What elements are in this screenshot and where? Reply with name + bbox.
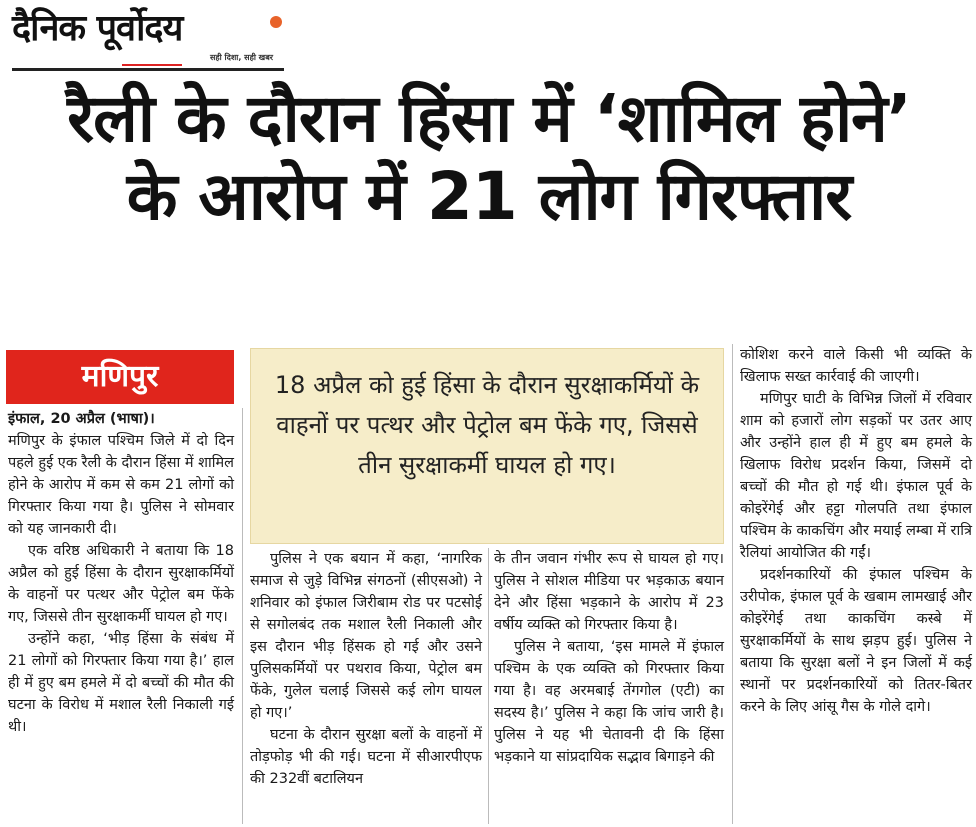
article-column-3 — [494, 548, 724, 768]
paragraph: एक वरिष्ठ अधिकारी ने बताया कि 18 अप्रैल को हुई हिंसा के दौरान सुरक्षाकर्मियों के वाहनों पर पत्थर और पेट्रोल बम फेंके गए, जिससे तीन सुरक्षाकर्मी घायल हो गए। — [8, 543, 234, 625]
paragraph: के तीन जवान गंभीर रूप से घायल हो गए। पुलिस ने सोशल मीडिया पर भड़काऊ बयान देने और हिंसा भड़काने के आरोप में 23 वर्षीय व्यक्ति को गिरफ्तार किया है। — [494, 551, 724, 633]
article-column-2 — [250, 548, 482, 790]
article-column-4 — [740, 344, 972, 718]
column-divider — [732, 344, 733, 824]
masthead-rule — [12, 68, 284, 71]
dateline: इंफाल, 20 अप्रैल (भाषा)। — [8, 411, 155, 427]
column-divider — [242, 408, 243, 824]
logo-dot-icon — [270, 16, 282, 28]
headline-line-2: के आरोप में 21 लोग गिरफ्तार — [126, 158, 852, 235]
article-headline — [14, 80, 964, 236]
headline-line-1: रैली के दौरान हिंसा में ‘शामिल होने’ — [67, 80, 911, 157]
masthead-accent-line — [122, 64, 182, 66]
section-label: मणिपुर — [6, 350, 234, 404]
paragraph: मणिपुर के इंफाल पश्चिम जिले में दो दिन पहले हुई एक रैली के दौरान हिंसा में शामिल होने के आरोप में कम से कम 21 लोगों को गिरफ्तार किया गया है। पुलिस ने सोमवार को यह जानकारी दी। — [8, 433, 235, 537]
paragraph: घटना के दौरान सुरक्षा बलों के वाहनों में तोड़फोड़ भी की गई। घटना में सीआरपीएफ की 232वीं बटालियन — [250, 727, 482, 787]
paragraph: मणिपुर घाटी के विभिन्न जिलों में रविवार शाम को हजारों लोग सड़कों पर उतर आए और उन्होंने हाल ही में हुए बम हमले के खिलाफ विरोध प्रदर्शन किया, जिसमें दो बच्चों की मौत हो गई थी। इंफाल पूर्व के कोइरेंगेई और हट्टा गोलपति तथा इंफाल पश्चिम के काकचिंग और मयाई लम्बा में रात्रि रैलियां आयोजित की गईं। — [740, 391, 973, 561]
newspaper-title: दैनिक पूर्वोदय — [12, 8, 183, 49]
article-column-1 — [8, 408, 234, 738]
paragraph: प्रदर्शनकारियों की इंफाल पश्चिम के उरीपोक, इंफाल पूर्व के खबाम लामखाई और कोइरेंगेई तथा काकचिंग कस्बे में सुरक्षाकर्मियों के साथ झड़प हुई। पुलिस ने बताया कि सुरक्षा बलों ने इन जिलों में कई स्थानों पर प्रदर्शनकारियों को तितर-बितर करने के लिए आंसू गैस के गोले दागे। — [740, 567, 972, 715]
newspaper-tagline: सही दिशा, सही खबर — [210, 53, 274, 62]
paragraph: पुलिस ने एक बयान में कहा, ‘नागरिक समाज से जुड़े विभिन्न संगठनों (सीएसओ) ने शनिवार को इंफाल जिरीबाम रोड पर पटसोई से सगोलबंद तक मशाल रैली निकाली और इस दौरान भीड़ हिंसक हो गई और उसने पुलिसकर्मियों पर पथराव किया, पेट्रोल बम फेंके, गुलेल चलाई जिससे कई लोग घायल हो गए।’ — [250, 551, 482, 721]
masthead — [12, 6, 284, 72]
paragraph: कोशिश करने वाले किसी भी व्यक्ति के खिलाफ सख्त कार्रवाई की जाएगी। — [740, 347, 972, 385]
paragraph: पुलिस ने बताया, ‘इस मामले में इंफाल पश्चिम के एक व्यक्ति को गिरफ्तार किया गया है। वह अरमबाई तेंगगोल (एटी) का सदस्य है।’ पुलिस ने कहा कि जांच जारी है। पुलिस ने यह भी चेतावनी दी कि हिंसा भड़काने या सांप्रदायिक सद्भाव बिगाड़ने की — [494, 639, 724, 765]
highlight-quote: 18 अप्रैल को हुई हिंसा के दौरान सुरक्षाकर्मियों के वाहनों पर पत्थर और पेट्रोल बम फेंके गए, जिससे तीन सुरक्षाकर्मी घायल हो गए। — [250, 348, 724, 544]
column-divider — [488, 548, 489, 824]
paragraph: उन्होंने कहा, ‘भीड़ हिंसा के संबंध में 21 लोगों को गिरफ्तार किया गया है।’ हाल ही में हुए बम हमले में दो बच्चों की मौत की घटना के विरोध में मशाल रैली निकाली गई थी। — [8, 631, 234, 735]
